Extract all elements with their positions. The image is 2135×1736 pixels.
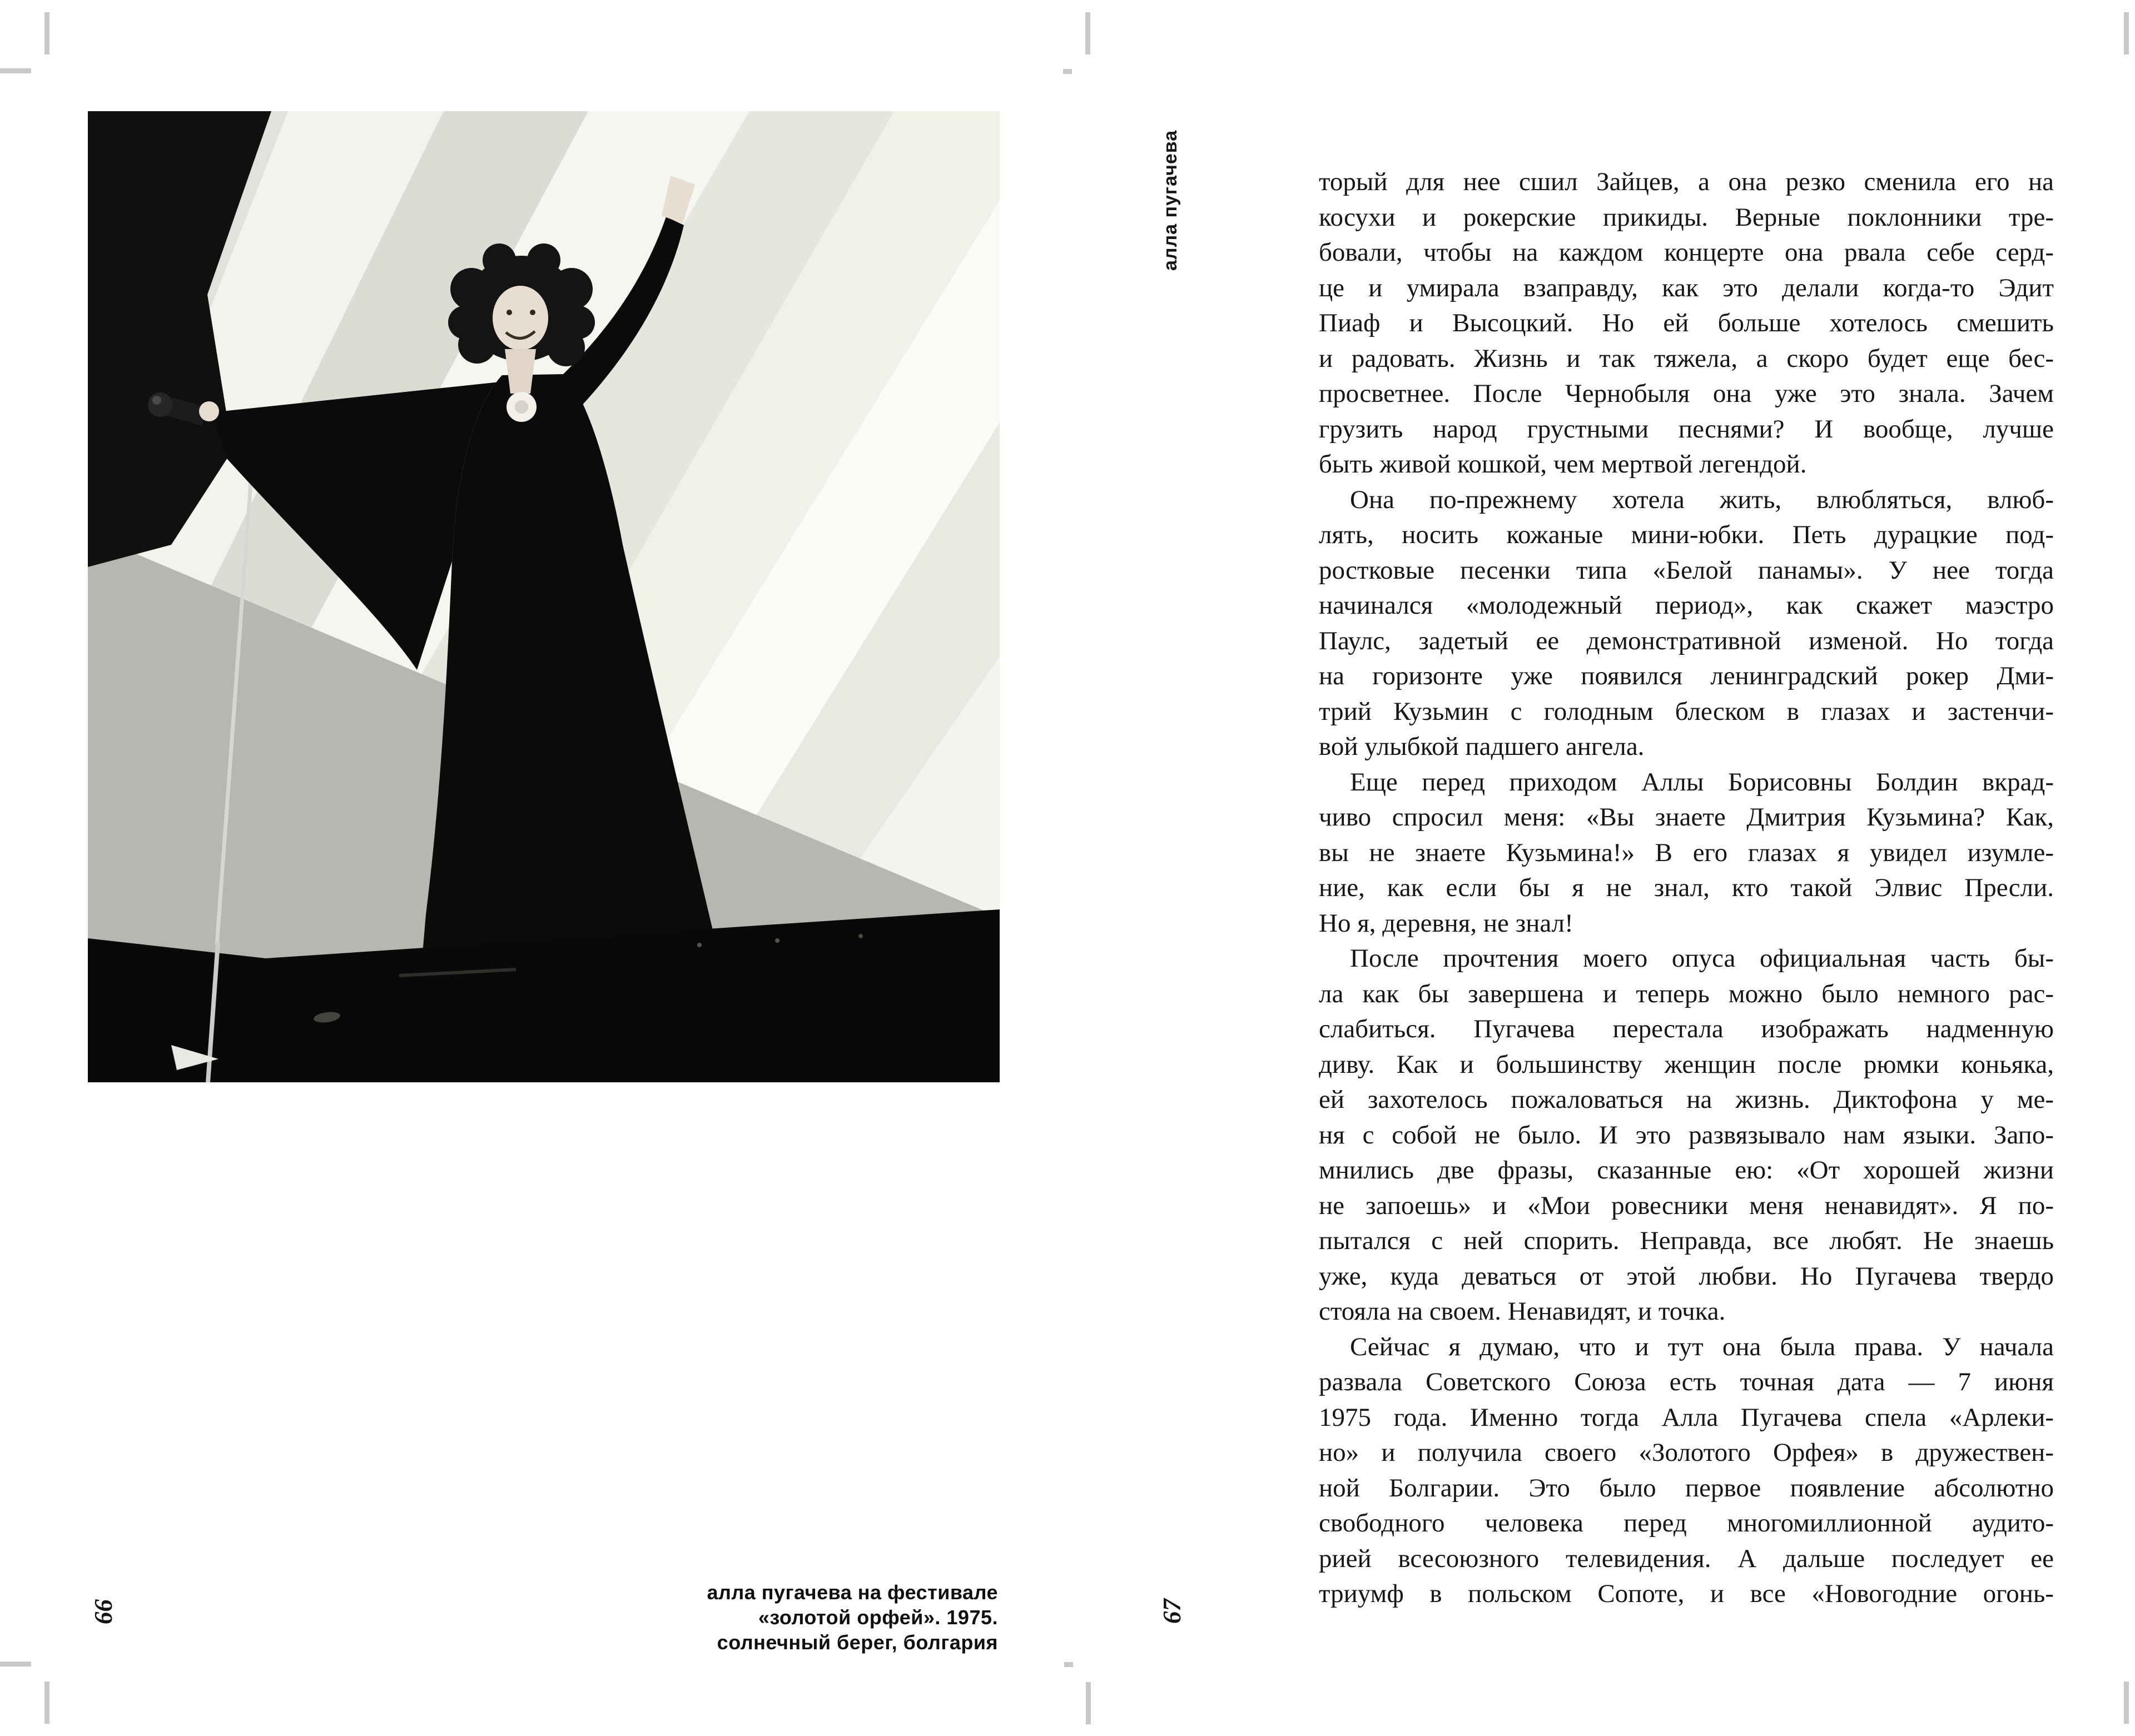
crop-mark xyxy=(1086,1682,1091,1724)
crop-mark xyxy=(44,1682,49,1724)
crop-mark xyxy=(44,12,49,54)
page-number-left: 66 xyxy=(90,1599,117,1624)
article-line: ростковые песенки типа «Белой панамы». У нее тогда xyxy=(1319,555,2054,585)
article-line: Но я, деревня, не знал! xyxy=(1319,908,1573,938)
stage-photo-illustration xyxy=(88,111,1000,1082)
article-line: но» и получила своего «Золотого Орфея» в дружествен- xyxy=(1319,1438,2054,1467)
photo-caption xyxy=(707,1580,999,1655)
article-line: чиво спросил меня: «Вы знаете Дмитрия Кузьмина? Как, xyxy=(1319,803,2054,832)
article-line: рией всесоюзного телевидения. А дальше последует ее xyxy=(1319,1544,2054,1573)
article-line: ной Болгарии. Это было первое появление абсолютно xyxy=(1319,1473,2054,1503)
article-line: развала Советского Союза есть точная дата — 7 июня xyxy=(1319,1367,2054,1396)
crop-mark xyxy=(1085,12,1090,54)
article-line: начинался «молодежный период», как скажет маэстро xyxy=(1319,591,2054,620)
article-line: трий Кузьмин с голодным блеском в глазах и застенчи- xyxy=(1319,697,2054,726)
crop-mark xyxy=(2124,12,2129,54)
article-line: Сейчас я думаю, что и тут она была права. У начала xyxy=(1350,1332,2054,1361)
article-line: быть живой кошкой, чем мертвой легендой. xyxy=(1319,450,1807,479)
article-line: стояла на своем. Ненавидят, и точка. xyxy=(1319,1297,1726,1326)
article-line: косухи и рокерские прикиды. Верные поклонники тре- xyxy=(1319,202,2054,232)
article-line: и радовать. Жизнь и так тяжела, а скоро будет еще бес- xyxy=(1319,344,2054,373)
article-line: грузить народ грустными песнями? И вообще, лучше xyxy=(1319,414,2054,444)
photo-caption-line: «золотой орфей». 1975. xyxy=(758,1606,998,1629)
article-line: ние, как если бы я не знал, кто такой Элвис Пресли. xyxy=(1319,873,2054,902)
page-number-right: 67 xyxy=(1158,1599,1186,1624)
crop-mark xyxy=(1063,69,1072,74)
article-line: мнились две фразы, сказанные ею: «От хорошей жизни xyxy=(1319,1156,2054,1185)
article-line: ня с собой не было. И это развязывало нам языки. Запо- xyxy=(1319,1120,2054,1150)
article-line: лять, носить кожаные мини-юбки. Петь дурацкие под- xyxy=(1319,520,2054,549)
article-line: не запоешь» и «Мои ровесники меня ненавидят». Я по- xyxy=(1319,1191,2054,1220)
article-line: бовали, чтобы на каждом концерте она рвала себе серд- xyxy=(1319,238,2054,267)
article-text xyxy=(1319,165,2054,1612)
article-line: просветнее. После Чернобыля она уже это знала. Зачем xyxy=(1319,379,2054,408)
article-line: ла как бы завершена и теперь можно было немного рас- xyxy=(1319,979,2054,1008)
article-line: слабиться. Пугачева перестала изображать надменную xyxy=(1319,1014,2054,1043)
article-line: ей захотелось пожаловаться на жизнь. Диктофона у ме- xyxy=(1319,1085,2054,1114)
photo-caption-line: алла пугачева на фестивале xyxy=(707,1581,998,1604)
article-line: вы не знаете Кузьмина!» В его глазах я увидел изумле- xyxy=(1319,838,2054,867)
article-line: свободного человека перед многомиллионной аудито- xyxy=(1319,1509,2054,1538)
stage-photo xyxy=(88,111,1000,1082)
crop-mark xyxy=(0,68,31,73)
article-line: торый для нее сшил Зайцев, а она резко сменила его на xyxy=(1319,167,2054,196)
article-line: пытался с ней спорить. Неправда, все любят. Не знаешь xyxy=(1319,1226,2054,1255)
article-line: Пиаф и Высоцкий. Но ей больше хотелось смешить xyxy=(1319,309,2054,337)
article-line: Еще перед приходом Аллы Борисовны Болдин вкрад- xyxy=(1350,767,2054,797)
article-line: диву. Как и большинству женщин после рюмки коньяка, xyxy=(1319,1049,2054,1079)
article-line: После прочтения моего опуса официальная часть бы- xyxy=(1350,944,2054,973)
article-line: Паулс, задетый ее демонстративной изменой. Но тогда xyxy=(1319,626,2054,655)
crop-mark xyxy=(0,1662,31,1667)
article-line: уже, куда деваться от этой любви. Но Пугачева твердо xyxy=(1319,1261,2054,1291)
running-head-vertical: алла пугачева xyxy=(1160,130,1181,271)
photo-caption-line: солнечный берег, болгария xyxy=(717,1631,998,1654)
crop-mark xyxy=(2124,1682,2129,1724)
crop-mark xyxy=(1064,1662,1073,1667)
article-line: Она по-прежнему хотела жить, влюбляться, влюб- xyxy=(1350,485,2054,514)
article-line: триумф в польском Сопоте, и все «Новогодние огонь- xyxy=(1319,1579,2054,1608)
article-line: на горизонте уже появился ленинградский рокер Дми- xyxy=(1319,661,2054,690)
article-line: вой улыбкой падшего ангела. xyxy=(1319,732,1645,761)
article-line: 1975 года. Именно тогда Алла Пугачева спела «Арлеки- xyxy=(1319,1402,2054,1432)
article-line: це и умирала взаправду, как это делали когда-то Эдит xyxy=(1319,273,2054,302)
